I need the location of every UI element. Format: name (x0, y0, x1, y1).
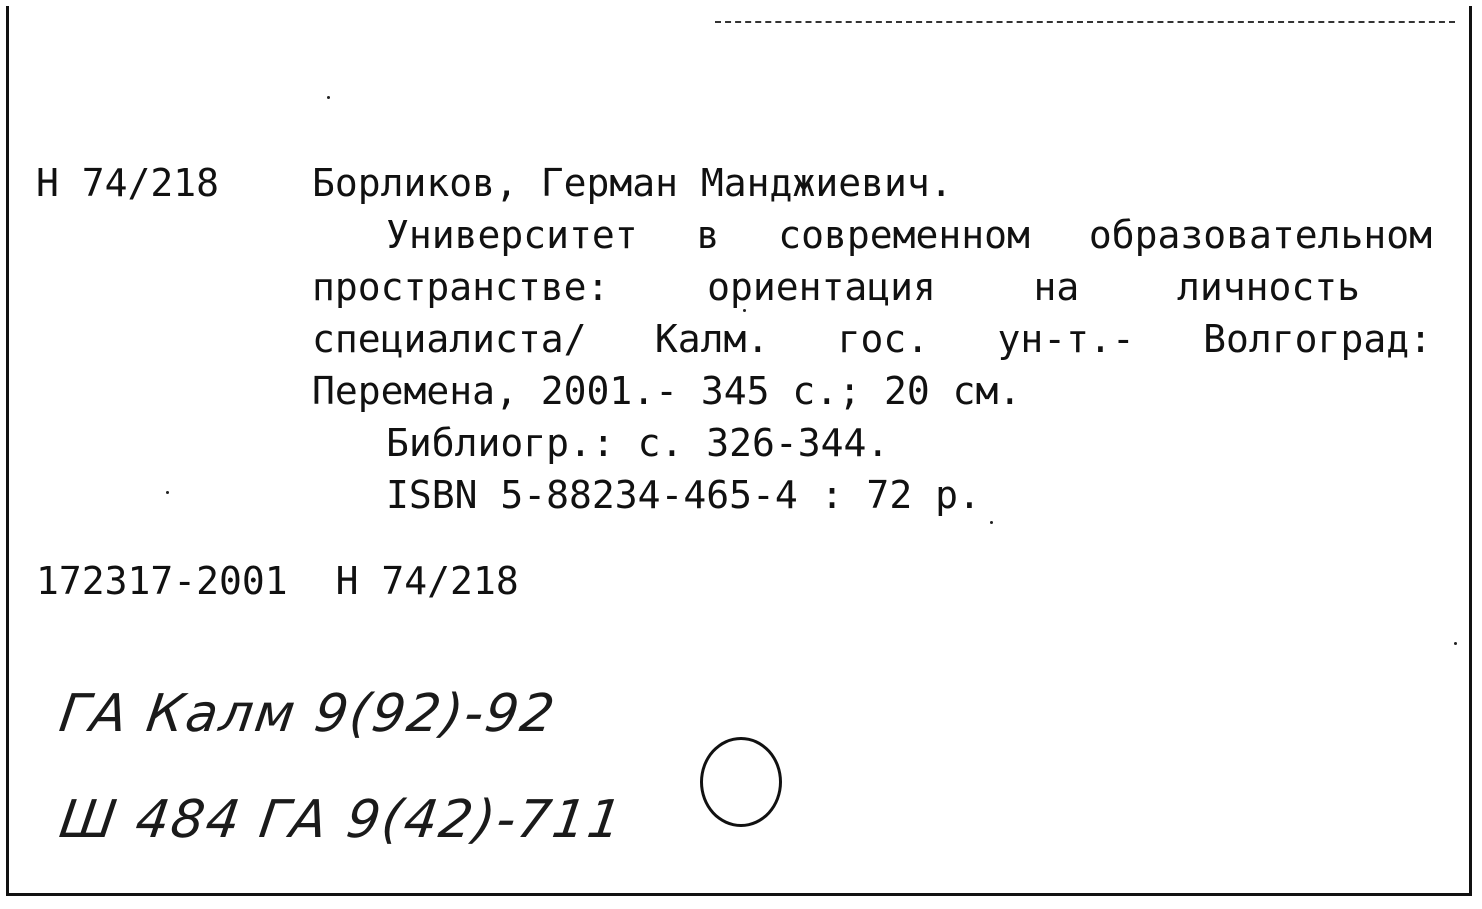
title-word: современном (778, 213, 1030, 257)
scan-speck (327, 96, 330, 99)
title-line-1 (312, 209, 1432, 261)
title-word: пространстве: (312, 265, 610, 309)
title-line-3 (312, 313, 1432, 365)
shelf-mark-repeat: Н 74/218 (335, 559, 519, 603)
circle-mark (700, 737, 782, 827)
title-word: Калм. (654, 317, 770, 361)
title-line-2 (312, 261, 1432, 313)
title-word: Университет (386, 213, 638, 257)
handwritten-classification-2: Ш 484 ГА 9(42)-711 (55, 790, 628, 850)
author-line: Борликов, Герман Манджиевич. (312, 161, 953, 205)
title-word: в (696, 213, 720, 257)
title-word: гос. (837, 317, 930, 361)
top-dashed-rule (715, 21, 1455, 23)
title-word: ун-т.- (997, 317, 1135, 361)
scan-speck (1454, 642, 1457, 645)
bibliography-note: Библиогр.: с. 326-344. (386, 421, 890, 465)
title-word: Волгоград: (1203, 317, 1432, 361)
imprint-line: Перемена, 2001.- 345 с.; 20 см. (312, 369, 1022, 413)
title-word: на (1033, 265, 1080, 309)
bibliographic-entry (312, 157, 1432, 521)
scan-speck (166, 491, 169, 494)
title-word: образовательном (1088, 213, 1432, 257)
scan-speck (990, 521, 993, 524)
scan-speck (743, 309, 746, 312)
shelf-mark: Н 74/218 (36, 161, 220, 205)
accession-number: 172317-2001 (36, 559, 288, 603)
title-word: ориентация (707, 265, 936, 309)
title-word: специалиста/ (312, 317, 587, 361)
title-word: личность (1176, 265, 1360, 309)
isbn-line: ISBN 5-88234-465-4 : 72 р. (386, 473, 981, 517)
accession-line (36, 555, 519, 607)
handwritten-classification-1: ГА Калм 9(92)-92 (55, 684, 560, 744)
